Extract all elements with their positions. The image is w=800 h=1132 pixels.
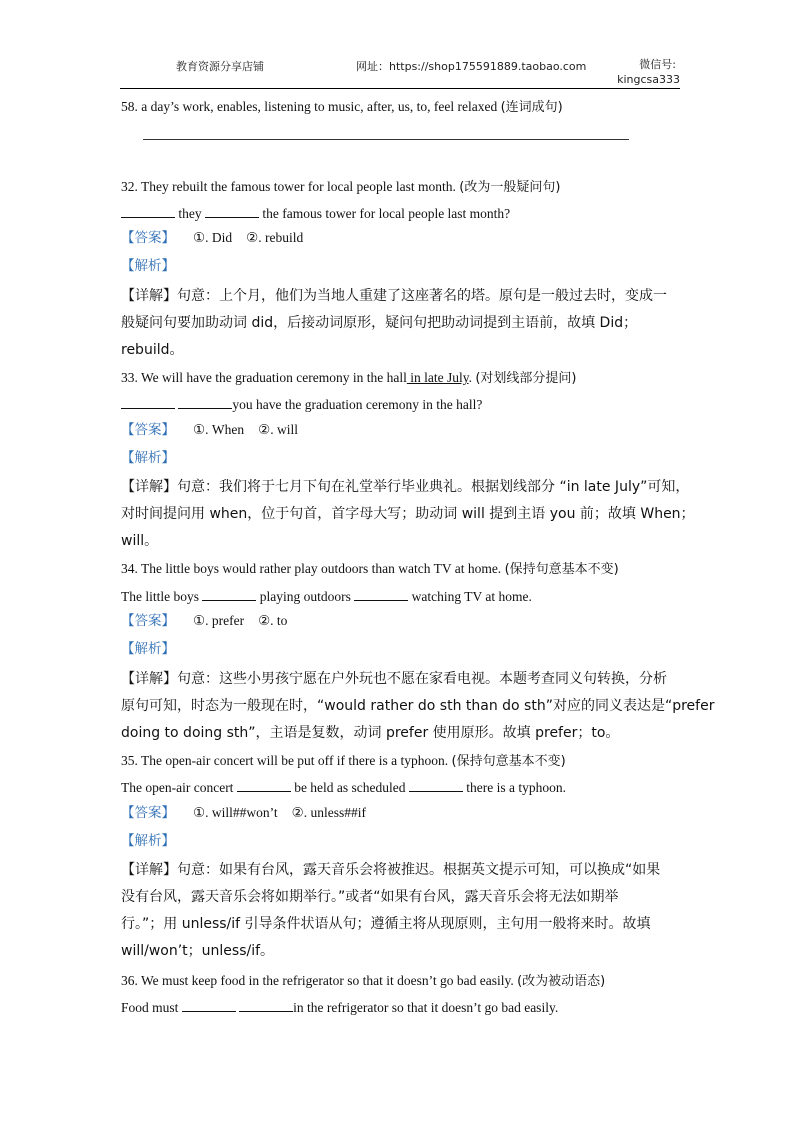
blank: [121, 204, 175, 218]
header-wechat-label: 微信号:: [639, 58, 676, 71]
detail-34-line3: doing to doing sth”，主语是复数，动词 prefer 使用原形。故填 prefer；to。: [121, 725, 620, 741]
blank: [202, 587, 256, 601]
detail-34-line1: 【详解】句意：这些小男孩宁愿在户外玩也不愿在家看电视。本题考查同义句转换，分析: [121, 671, 667, 687]
detail-35-line3: 行。”；用 unless/if 引导条件状语从句；遵循主将从现原则，主句用一般将来时。故填: [121, 916, 651, 932]
analysis-34: 【解析】: [121, 641, 175, 657]
question-32: 32. They rebuilt the famous tower for local people last month. (改为一般疑问句): [121, 179, 561, 195]
answer-32: 【答案】 ①. Did ②. rebuild: [121, 230, 304, 246]
question-34-fill: The little boys playing outdoors watching TV at home.: [121, 589, 532, 604]
detail-33-line2: 对时间提问用 when，位于句首，首字母大写；助动词 will 提到主语 you 前；故填 When；: [121, 506, 695, 522]
detail-33-line1: 【详解】句意：我们将于七月下旬在礼堂举行毕业典礼。根据划线部分 “in late July”可知，: [121, 479, 690, 495]
answer-35: 【答案】 ①. will##won’t ②. unless##if: [121, 805, 366, 821]
header-divider: [120, 88, 680, 89]
blank: [205, 204, 259, 218]
detail-34-line2: 原句可知，时态为一般现在时，“would rather do sth than do sth”对应的同义表达是“prefer: [121, 698, 715, 714]
detail-32-line3: rebuild。: [121, 342, 184, 358]
detail-32-line2: 般疑问句要加助动词 did，后接动词原形，疑问句把助动词提到主语前，故填 Did；: [121, 315, 638, 331]
analysis-33: 【解析】: [121, 450, 175, 466]
blank: [354, 587, 408, 601]
blank: [237, 778, 291, 792]
detail-33-line3: will。: [121, 533, 159, 549]
question-32-fill: they the famous tower for local people last month?: [121, 204, 510, 223]
blank: [178, 395, 232, 409]
question-33: 33. We will have the graduation ceremony in the hall in late July. (对划线部分提问): [121, 370, 577, 386]
blank: [182, 998, 236, 1012]
analysis-35: 【解析】: [121, 833, 175, 849]
question-58: 58. a day’s work, enables, listening to music, after, us, to, feel relaxed (连词成句): [121, 99, 563, 115]
question-36: 36. We must keep food in the refrigerator so that it doesn’t go bad easily. (改为被动语态): [121, 973, 606, 989]
question-34: 34. The little boys would rather play outdoors than watch TV at home. (保持句意基本不变): [121, 561, 619, 577]
answer-34: 【答案】 ①. prefer ②. to: [121, 613, 288, 629]
detail-35-line2: 没有台风，露天音乐会将如期举行。”或者“如果有台风，露天音乐会将无法如期举: [121, 889, 619, 905]
blank: [121, 395, 175, 409]
question-33-fill: you have the graduation ceremony in the hall?: [121, 395, 482, 414]
header-shop-name: 教育资源分享店铺: [176, 60, 264, 73]
question-35: 35. The open-air concert will be put off if there is a typhoon. (保持句意基本不变): [121, 753, 566, 769]
detail-32-line1: 【详解】句意：上个月，他们为当地人重建了这座著名的塔。原句是一般过去时，变成一: [121, 288, 667, 304]
blank: [239, 998, 293, 1012]
answer-33: 【答案】 ①. When ②. will: [121, 422, 298, 438]
blank: [409, 778, 463, 792]
detail-35-line4: will/won’t；unless/if。: [121, 943, 275, 959]
header-url: 网址：https://shop175591889.taobao.com: [356, 60, 587, 73]
page-header: [120, 54, 680, 88]
question-35-fill: The open-air concert be held as scheduled there is a typhoon.: [121, 780, 567, 795]
question-36-fill: Food must in the refrigerator so that it doesn’t go bad easily.: [121, 1000, 559, 1015]
answer-line-58: [143, 139, 629, 140]
analysis-32: 【解析】: [121, 258, 175, 274]
detail-35-line1: 【详解】句意：如果有台风，露天音乐会将被推迟。根据英文提示可知，可以换成“如果: [121, 862, 661, 878]
header-wechat-id: kingcsa333: [617, 73, 680, 86]
